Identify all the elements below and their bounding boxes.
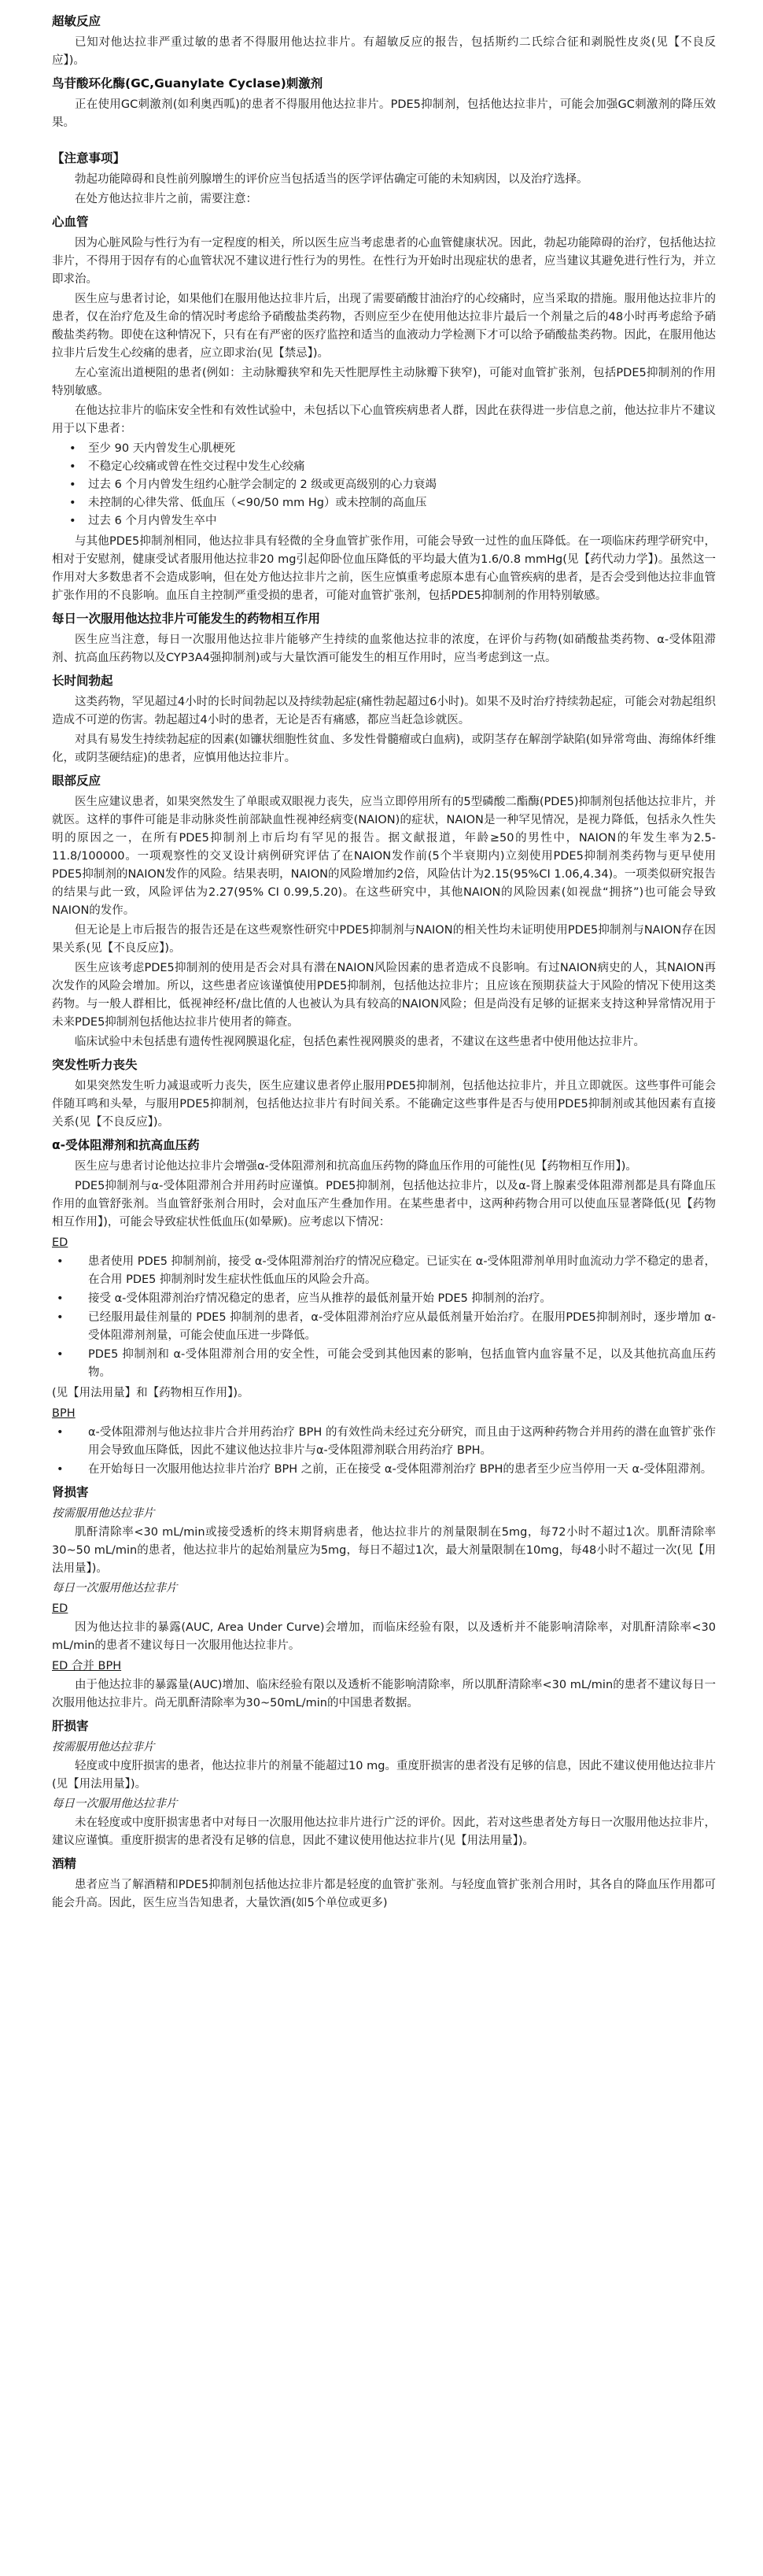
list-item: • 患者使用 PDE5 抑制剂前，接受 α-受体阻滞剂治疗的情况应稳定。已证实在 α-受体阻滞剂单用时血流动力学不稳定的患者，在合用 PDE5 抑制剂时发生症状性低血压的风险会升高。 (52, 1253, 716, 1289)
paragraph: 医生应建议患者，如果突然发生了单眼或双眼视力丧失，应当立即停用所有的5型磷酸二酯酶(PDE5)抑制剂包括他达拉非片，并就医。这样的事件可能是非动脉炎性前部缺血性视神经病变(NAION)的症状，NAION是一种罕见情况，是视力降低，包括永久性失明的原因之一，在所有PDE5抑制剂上市后均有罕见的报告。据文献报道，年龄≥50的男性中，NAION的年发生率为2.5-11.8/100000。一项观察性的交叉设计病例研究评估了在NAION发作前(5个半衰期内)立刻使用PDE5抑制剂类药物与更早使用PDE5抑制剂的NAION发作的风险。结果表明，NAION的风险增加约2倍，风险估计为2.15(95%CI 1.06,4.34)。一项类似研究报告的结果与此一致，风险评估为2.27(95% CI 0.99,5.20)。在这些研究中，其他NAION的风险因素(如视盘“拥挤”)也可能会导致NAION的发作。 (52, 796, 716, 917)
paragraph: 这类药物，罕见超过4小时的长时间勃起以及持续勃起症(痛性勃起超过6小时)。如果不及时治疗持续勃起症，可能会对勃起组织造成不可逆的伤害。勃起超过4小时的患者，无论是否有痛感，都应当赶急诊就医。 (52, 696, 716, 726)
ed-subheading: ED (52, 1236, 68, 1249)
paragraph: 医生应与患者讨论他达拉非片会增强α-受体阻滞剂和抗高血压药物的降血压作用的可能性(见【药物相互作用】)。 (75, 1160, 637, 1173)
list-item: • 至少 90 天内曾发生心肌梗死 (52, 440, 716, 458)
paragraph: 因为他达拉非的暴露(AUC, Area Under Curve)会增加，而临床经验有限，以及透析并不能影响清除率，对肌酐清除率<30 mL/min的患者不建议每日一次服用他达拉非片。 (52, 1621, 716, 1652)
section-title: 突发性听力丧失 (52, 1058, 138, 1072)
section-precautions (52, 150, 716, 209)
list-item: • 过去 6 个月内曾发生纽约心脏学会制定的 2 级或更高级别的心力衰竭 (52, 476, 716, 494)
ed-bph-subheading: ED 合并 BPH (52, 1660, 122, 1672)
bph-subheading: BPH (52, 1407, 76, 1420)
paragraph: 对具有易发生持续勃起症的因素(如镰状细胞性贫血、多发性骨髓瘤或白血病)，或阴茎存在解剖学缺陷(如异常弯曲、海绵体纤维化，或阴茎硬结症)的患者，应慎用他达拉非片。 (52, 734, 716, 764)
paragraph: 医生应该考虑PDE5抑制剂的使用是否会对具有潜在NAION风险因素的患者造成不良影响。有过NAION病史的人，其NAION再次发作的风险会增加。所以，这些患者应该谨慎使用PDE5抑制剂，包括他达拉非片；且应该在预期获益大于风险的情况下使用这类药物。与一般人群相比，低视神经杯/盘比值的人也被认为具有较高的NAION风险；但是尚没有足够的证据来支持这种异常情况用于未来PDE5抑制剂包括他达拉非片使用者的筛查。 (52, 962, 716, 1029)
paragraph: 由于他达拉非的暴露量(AUC)增加、临床经验有限以及透析不能影响清除率，所以肌酐清除率<30 mL/min的患者不建议每日一次服用他达拉非片。尚无肌酐清除率为30~50mL/min的中国患者数据。 (52, 1679, 716, 1709)
section-title: 肾损害 (52, 1485, 89, 1499)
paragraph: 在处方他达拉非片之前，需要注意： (75, 193, 257, 205)
paragraph: 如果突然发生听力减退或听力丧失，医生应建议患者停止服用PDE5抑制剂，包括他达拉非片，并且立即就医。这些事件可能会伴随耳鸣和头晕，与服用PDE5抑制剂，包括他达拉非片有时间关系。不能确定这些事件是否与使用PDE5抑制剂或其他因素有直接关系(见【不良反应】)。 (52, 1080, 716, 1129)
section-title: 每日一次服用他达拉非片可能发生的药物相互作用 (52, 612, 321, 626)
paragraph: 勃起功能障碍和良性前列腺增生的评价应当包括适当的医学评估确定可能的未知病因，以及治疗选择。 (75, 173, 588, 186)
section-title: 酒精 (52, 1857, 77, 1871)
section-title: 【注意事项】 (52, 151, 126, 165)
paragraph: 但无论是上市后报告的报告还是在这些观察性研究中PDE5抑制剂与NAION的相关性均未证明使用PDE5抑制剂与NAION存在因果关系(见【不良反应】)。 (52, 924, 716, 955)
paragraph: 正在使用GC刺激剂(如利奥西呱)的患者不得服用他达拉非片。PDE5抑制剂，包括他达拉非片，可能会加强GC刺激剂的降压效果。 (52, 98, 716, 129)
ed-list (52, 1253, 716, 1382)
section-hypersensitivity (52, 13, 716, 70)
paragraph: 患者应当了解酒精和PDE5抑制剂包括他达拉非片都是轻度的血管扩张剂。与轻度血管扩张剂合用时，其各自的降血压作用都可能会升高。因此，医生应当告知患者，大量饮酒(如5个单位或更多) (52, 1879, 716, 1909)
paragraph: PDE5抑制剂与α-受体阻滞剂合并用药时应谨慎。PDE5抑制剂，包括他达拉非片，以及α-肾上腺素受体阻滞剂都是具有降血压作用的血管舒张剂。当血管舒张剂合用时，会对血压产生叠加作用。在某些患者中，这两种药物合用可以使血压显著降低(见【药物相互作用】)，可能会导致症状性低血压(如晕厥)。应考虑以下情况： (52, 1180, 716, 1229)
paragraph: 医生应与患者讨论，如果他们在服用他达拉非片后，出现了需要硝酸甘油治疗的心绞痛时，应当采取的措施。服用他达拉非片的患者，仅在治疗危及生命的情况时考虑给予硝酸盐类药物，否则应至少在使用他达拉非片最后一个剂量之后的48小时再考虑给予硝酸盐类药物。即使在这种情况下，只有在有严密的医疗监控和适当的血液动力学检测下才可以给予硝酸盐类药物。因此，在服用他达拉非片后发生心绞痛的患者，应立即求治(见【禁忌】)。 (52, 293, 716, 360)
bph-list (52, 1424, 716, 1479)
paragraph: 未在轻度或中度肝损害患者中对每日一次服用他达拉非片进行广泛的评价。因此，若对这些患者处方每日一次服用他达拉非片，建议应谨慎。重度肝损害的患者没有足够的信息，因此不建议使用他达拉非片(见【用法用量】)。 (52, 1817, 716, 1847)
section-title: 眼部反应 (52, 774, 101, 788)
section-title: 长时间勃起 (52, 674, 113, 688)
paragraph: 因为心脏风险与性行为有一定程度的相关，所以医生应当考虑患者的心血管健康状况。因此，勃起功能障碍的治疗，包括他达拉非片，不得用于因存有的心血管状况不建议进行性行为的男性。在性行为开始时出现症状的患者，应当建议其避免进行性行为，并立即求治。 (52, 237, 716, 286)
section-title: α-受体阻滞剂和抗高血压药 (52, 1138, 200, 1152)
contraindicated-list (52, 440, 716, 530)
subheading: 每日一次服用他达拉非片 (52, 1582, 178, 1595)
reference-note: (见【用法用量】和【药物相互作用】)。 (52, 1387, 249, 1399)
section-alpha-blockers (52, 1136, 716, 1479)
section-title: 超敏反应 (52, 14, 101, 28)
paragraph: 肌酐清除率<30 mL/min或接受透析的终末期肾病患者，他达拉非片的剂量限制在5mg，每72小时不超过1次。肌酐清除率30~50 mL/min的患者，他达拉非片的起始剂量应为5mg，每日不超过1次，最大剂量限制在10mg，每48小时不超过一次(见【用法用量】)。 (52, 1526, 716, 1575)
paragraph: 轻度或中度肝损害的患者，他达拉非片的剂量不能超过10 mg。重度肝损害的患者没有足够的信息，因此不建议使用他达拉非片(见【用法用量】)。 (52, 1760, 716, 1791)
subheading: 按需服用他达拉非片 (52, 1741, 155, 1754)
paragraph: 在他达拉非片的临床安全性和有效性试验中，未包括以下心血管疾病患者人群，因此在获得进一步信息之前，他达拉非片不建议用于以下患者： (52, 405, 716, 435)
list-item: • 不稳定心绞痛或曾在性交过程中发生心绞痛 (52, 458, 716, 476)
section-cardiovascular (52, 213, 716, 605)
list-item: • α-受体阻滞剂与他达拉非片合并用药治疗 BPH 的有效性尚未经过充分研究，而且由于这两种药物合并用药的潜在血管扩张作用会导致血压降低，因此不建议他达拉非片与α-受体阻滞剂联合用药治疗 BPH。 (52, 1424, 716, 1460)
list-item: • 未控制的心律失常、低血压（<90/50 mm Hg）或未控制的高血压 (52, 494, 716, 512)
list-item: • 接受 α-受体阻滞剂治疗情况稳定的患者，应当从推荐的最低剂量开始 PDE5 抑制剂的治疗。 (52, 1290, 716, 1308)
list-item: • 在开始每日一次服用他达拉非片治疗 BPH 之前，正在接受 α-受体阻滞剂治疗 BPH的患者至少应当停用一天 α-受体阻滞剂。 (52, 1461, 716, 1479)
subheading: 按需服用他达拉非片 (52, 1507, 155, 1520)
section-eye-effects (52, 772, 716, 1051)
list-item: • PDE5 抑制剂和 α-受体阻滞剂合用的安全性，可能会受到其他因素的影响，包括血管内血容量不足，以及其他抗高血压药物。 (52, 1346, 716, 1382)
section-title: 心血管 (52, 215, 89, 229)
section-daily-interactions (52, 610, 716, 667)
ed-subheading: ED (52, 1602, 68, 1615)
list-item: • 已经服用最佳剂量的 PDE5 抑制剂的患者，α-受体阻滞剂治疗应从最低剂量开始治疗。在服用PDE5抑制剂时，逐步增加 α-受体阻滞剂剂量，可能会使血压进一步降低。 (52, 1309, 716, 1345)
section-gc-stimulator (52, 75, 716, 132)
section-title: 鸟苷酸环化酶(GC,Guanylate Cyclase)刺激剂 (52, 76, 323, 91)
section-alcohol (52, 1855, 716, 1913)
paragraph: 与其他PDE5抑制剂相同，他达拉非具有轻微的全身血管扩张作用，可能会导致一过性的血压降低。在一项临床药理学研究中，相对于安慰剂，健康受试者服用他达拉非20 mg引起仰卧位血压降低的平均最大值为1.6/0.8 mmHg(见【药代动力学】)。虽然这一作用对大多数患者不会造成影响，但在处方他达拉非片之前，医生应慎重考虑原本患有心血管疾病的患者，是否会受到他达拉非血管扩张作用的不良影响。血压自主控制严重受损的患者，可能对血管扩张剂，包括PDE5抑制剂的作用特别敏感。 (52, 535, 716, 602)
section-title: 肝损害 (52, 1719, 89, 1733)
list-item: • 过去 6 个月内曾发生卒中 (52, 512, 716, 530)
paragraph: 临床试验中未包括患有遗传性视网膜退化症，包括色素性视网膜炎的患者，不建议在这些患者中使用他达拉非片。 (75, 1036, 645, 1048)
section-hepatic-impairment (52, 1717, 716, 1850)
paragraph: 左心室流出道梗阻的患者(例如：主动脉瓣狭窄和先天性肥厚性主动脉瓣下狭窄)，可能对血管扩张剂，包括PDE5抑制剂的作用特别敏感。 (52, 367, 716, 397)
paragraph: 已知对他达拉非严重过敏的患者不得服用他达拉非片。有超敏反应的报告，包括斯约二氏综合征和剥脱性皮炎(见【不良反应】)。 (52, 36, 716, 67)
section-renal-impairment (52, 1484, 716, 1713)
paragraph: 医生应当注意，每日一次服用他达拉非片能够产生持续的血浆他达拉非的浓度，在评价与药物(如硝酸盐类药物、α-受体阻滞剂、抗高血压药物以及CYP3A4强抑制剂)或与大量饮酒可能发生的相互作用时，应当考虑到这一点。 (52, 634, 716, 664)
subheading: 每日一次服用他达拉非片 (52, 1798, 178, 1810)
section-hearing-loss (52, 1056, 716, 1132)
section-prolonged-erection (52, 672, 716, 767)
